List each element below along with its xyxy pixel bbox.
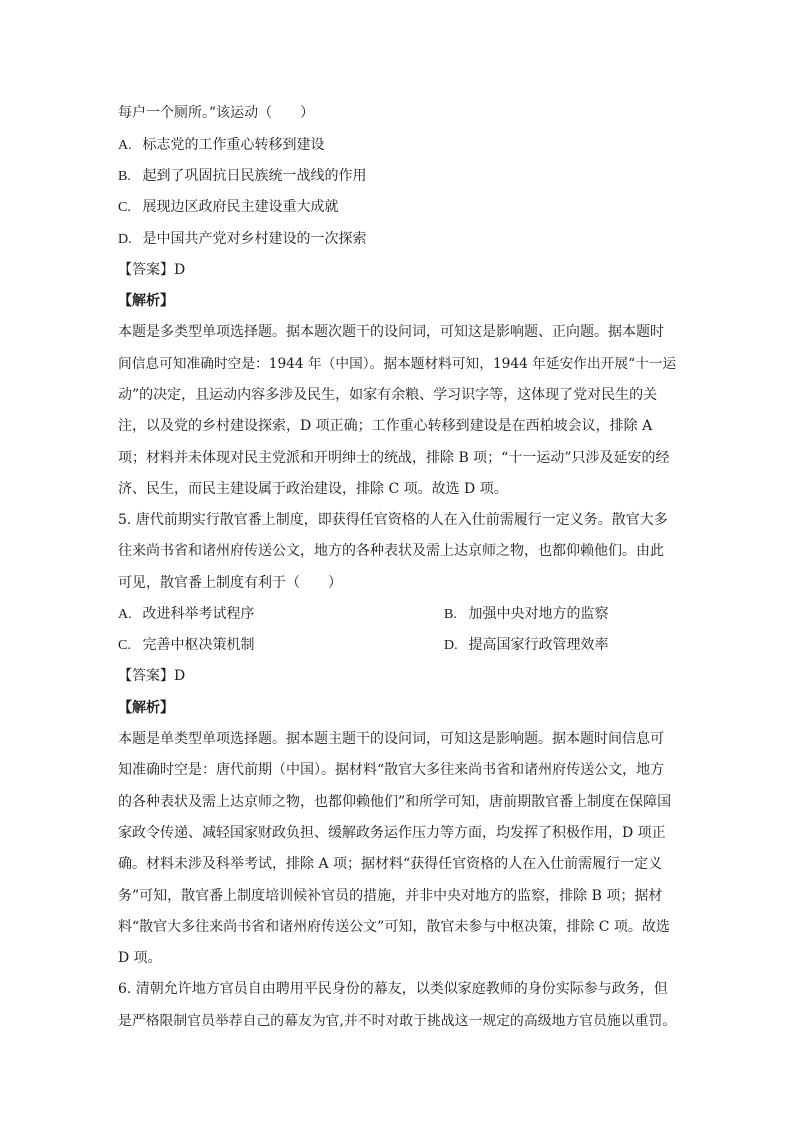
q4-option-b: B. 起到了巩固抗日民族统一战线的作用 bbox=[118, 168, 367, 184]
q4-analysis-line: 本题是多类型单项选择题。据本题次题干的设问词，可知这是影响题、正向题。据本题时 bbox=[118, 324, 664, 340]
q5-analysis-line: 料“散官大多往来尚书省和诸州府传送公文”可知，散官未参与中枢决策，排除 C 项。故选 bbox=[118, 919, 670, 935]
q5-option-b: B. 加强中央对地方的监察 bbox=[444, 606, 609, 622]
q5-option-d: D. 提高国家行政管理效率 bbox=[444, 637, 609, 653]
q4-analysis-line: 动”的决定，且运动内容多涉及民生，如家有余粮、学习识字等，这体现了党对民生的关 bbox=[118, 387, 658, 403]
q4-option-d: D. 是中国共产党对乡村建设的一次探索 bbox=[118, 231, 367, 247]
q6-stem-line: 是严格限制官员举荐自己的幕友为官,并不时对敢于挑战这一规定的高级地方官员施以重罚。 bbox=[118, 1013, 677, 1029]
q5-stem-line: 往来尚书省和诸州府传送公文，地方的各种表状及需上达京师之物，也都仰赖他们。由此 bbox=[118, 543, 664, 559]
q4-analysis-heading: 【解析】 bbox=[118, 293, 174, 309]
q5-analysis-line: 本题是单类型单项选择题。据本题主题干的设问词，可知这是影响题。据本题时间信息可 bbox=[118, 731, 664, 747]
q4-option-c: C. 展现边区政府民主建设重大成就 bbox=[118, 199, 339, 215]
q5-option-c: C. 完善中枢决策机制 bbox=[118, 637, 255, 653]
q4-option-a: A. 标志党的工作重心转移到建设 bbox=[118, 137, 325, 153]
q5-analysis-line: D 项。 bbox=[118, 950, 162, 966]
q5-stem-line: 可见，散官番上制度有利于（ ） bbox=[118, 575, 342, 591]
q5-stem-line: 5. 唐代前期实行散官番上制度，即获得任官资格的人在入仕前需履行一定义务。散官大多 bbox=[118, 512, 668, 528]
q4-analysis-line: 间信息可知准确时空是：1944 年（中国）。据本题材料可知，1944 年延安作出开展“十一运 bbox=[118, 356, 677, 372]
q5-analysis-line: 务”可知，散官番上制度培训候补官员的措施，并非中央对地方的监察，排除 B 项；据材 bbox=[118, 888, 663, 904]
q4-analysis-line: 注，以及党的乡村建设探索，D 项正确；工作重心转移到建设是在西柏坡会议，排除 A bbox=[118, 418, 653, 434]
q5-analysis-line: 家政令传递、减轻国家财政负担、缓解政务运作压力等方面，均发挥了积极作用，D 项正 bbox=[118, 825, 666, 841]
q5-analysis-heading: 【解析】 bbox=[118, 700, 174, 716]
q4-answer: 【答案】D bbox=[118, 262, 186, 278]
q5-answer: 【答案】D bbox=[118, 668, 186, 684]
q4-analysis-line: 济、民生，而民主建设属于政治建设，排除 C 项。故选 D 项。 bbox=[118, 481, 508, 497]
q5-analysis-line: 知准确时空是：唐代前期（中国）。据材料“散官大多往来尚书省和诸州府传送公文，地方 bbox=[118, 762, 665, 778]
q5-analysis-line: 的各种表状及需上达京师之物，也都仰赖他们”和所学可知，唐前期散官番上制度在保障国 bbox=[118, 794, 672, 810]
q5-option-a: A. 改进科举考试程序 bbox=[118, 606, 255, 622]
q5-analysis-line: 确。材料未涉及科举考试，排除 A 项；据材料“获得任官资格的人在入仕前需履行一定义 bbox=[118, 856, 663, 872]
q6-stem-line: 6. 清朝允许地方官员自由聘用平民身份的幕友，以类似家庭教师的身份实际参与政务，但 bbox=[118, 981, 668, 997]
q4-analysis-line: 项；材料并未体现对民主党派和开明绅士的统战，排除 B 项；“十一运动”只涉及延安的经 bbox=[118, 450, 670, 466]
text-line: 每户一个厕所。”该运动（ ） bbox=[118, 105, 315, 121]
